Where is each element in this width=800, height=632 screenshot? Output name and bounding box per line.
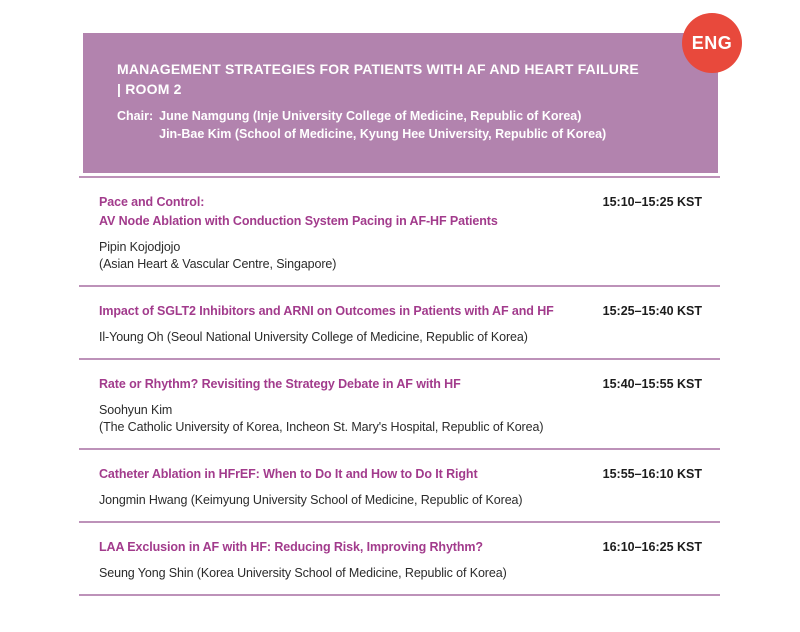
talk-time: 15:55–16:10 KST <box>602 467 702 481</box>
session-info <box>99 302 595 346</box>
talk-title-line: Pace and Control: <box>99 195 205 209</box>
talk-speaker <box>99 329 595 346</box>
talk-speaker <box>99 239 595 273</box>
divider <box>79 594 720 596</box>
chair-name: June Namgung (Inje University College of Medicine, Republic of Korea) <box>159 109 582 123</box>
speaker-name: Soohyun Kim <box>99 403 173 417</box>
session-info <box>99 193 595 273</box>
chair-name: Jin-Bae Kim (School of Medicine, Kyung Hee University, Republic of Korea) <box>159 127 607 141</box>
talk-title-line: LAA Exclusion in AF with HF: Reducing Risk, Improving Rhythm? <box>99 540 483 554</box>
speaker-name: Seung Yong Shin (Korea University School of Medicine, Republic of Korea) <box>99 566 507 580</box>
language-badge[interactable]: ENG <box>682 13 742 73</box>
talk-time: 15:25–15:40 KST <box>602 304 702 318</box>
talk-title-line: Impact of SGLT2 Inhibitors and ARNI on Outcomes in Patients with AF and HF <box>99 304 554 318</box>
session-info <box>99 465 595 509</box>
talk-title-line: AV Node Ablation with Conduction System Pacing in AF-HF Patients <box>99 214 498 228</box>
talk-title <box>99 538 595 557</box>
talk-time: 15:40–15:55 KST <box>602 377 702 391</box>
session-row <box>79 523 720 594</box>
talk-speaker <box>99 492 595 509</box>
session-title-line1: MANAGEMENT STRATEGIES FOR PATIENTS WITH AF AND HEART FAILURE <box>117 61 639 77</box>
talk-title <box>99 302 595 321</box>
speaker-name: Il-Young Oh (Seoul National University College of Medicine, Republic of Korea) <box>99 330 528 344</box>
session-header <box>83 33 718 173</box>
session-info <box>99 375 595 436</box>
talk-title <box>99 465 595 484</box>
speaker-name: Jongmin Hwang (Keimyung University School of Medicine, Republic of Korea) <box>99 493 523 507</box>
talk-title-line: Catheter Ablation in HFrEF: When to Do It and How to Do It Right <box>99 467 478 481</box>
session-row <box>79 360 720 448</box>
talk-time: 15:10–15:25 KST <box>602 195 702 209</box>
session-row <box>79 178 720 285</box>
session-room: | ROOM 2 <box>117 81 182 97</box>
talk-speaker <box>99 402 595 436</box>
speaker-affiliation: (Asian Heart & Vascular Centre, Singapore) <box>99 257 337 271</box>
chair-label: Chair: <box>117 109 154 123</box>
speaker-name: Pipin Kojodjojo <box>99 240 181 254</box>
talk-title <box>99 193 595 231</box>
speaker-affiliation: (The Catholic University of Korea, Incheon St. Mary's Hospital, Republic of Korea) <box>99 420 544 434</box>
chair-names <box>159 107 606 143</box>
talk-time: 16:10–16:25 KST <box>602 540 702 554</box>
session-row <box>79 287 720 358</box>
talk-title <box>99 375 595 394</box>
talk-speaker <box>99 565 595 582</box>
session-row <box>79 450 720 521</box>
program-list <box>79 176 720 596</box>
chair-block <box>117 107 690 143</box>
talk-title-line: Rate or Rhythm? Revisiting the Strategy Debate in AF with HF <box>99 377 461 391</box>
session-info <box>99 538 595 582</box>
